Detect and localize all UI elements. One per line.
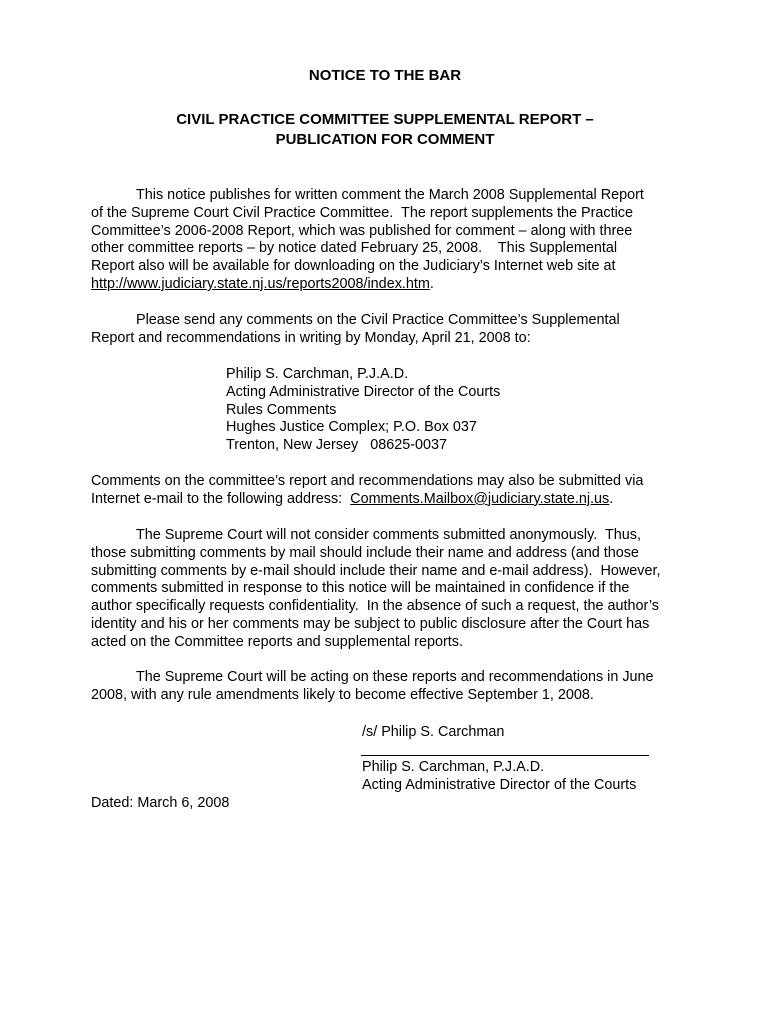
signer-name: Philip S. Carchman, P.J.A.D. (362, 759, 545, 775)
mailing-address (226, 366, 500, 455)
signature-rule (361, 755, 649, 756)
paragraph-line: identity and his or her comments may be subject to public disclosure after the Court has (91, 615, 650, 632)
paragraph-line: comments submitted in response to this notice will be maintained in confidence if the (91, 580, 630, 597)
paragraph-publication-notice (91, 187, 711, 294)
paragraph-line (91, 276, 711, 294)
signer-title: Acting Administrative Director of the Courts (362, 776, 637, 793)
page-title: NOTICE TO THE BAR (308, 67, 462, 84)
paragraph-send-comments (91, 312, 711, 348)
address-line: Philip S. Carchman, P.J.A.D. (226, 366, 409, 382)
paragraph-line: The Supreme Court will be acting on these reports and recommendations in June (136, 669, 654, 685)
paragraph-line: Comments on the committee’s report and recommendations may also be submitted via (91, 473, 644, 489)
email-prefix: Internet e-mail to the following address: (91, 490, 351, 507)
paragraph-line: Report also will be available for downloading on the Judiciary’s Internet web site at (91, 258, 616, 275)
email-link[interactable]: Comments.Mailbox@judiciary.state.nj.us (350, 490, 610, 507)
signature-block (362, 759, 636, 795)
dated-line: Dated: March 6, 2008 (91, 795, 230, 811)
signature-line: /s/ Philip S. Carchman (362, 724, 505, 740)
paragraph-line: acted on the Committee reports and supplemental reports. (91, 633, 463, 650)
paragraph-line: Report and recommendations in writing by Monday, April 21, 2008 to: (91, 329, 531, 346)
paragraph-email-comments (91, 473, 711, 509)
reports-url-link[interactable]: http://www.judiciary.state.nj.us/reports2008/index.htm (91, 275, 430, 292)
address-line: Trenton, New Jersey 08625-0037 (226, 437, 448, 454)
subtitle-line: CIVIL PRACTICE COMMITTEE SUPPLEMENTAL REPORT – (176, 111, 594, 128)
address-line: Acting Administrative Director of the Courts (226, 383, 501, 400)
paragraph-line: This notice publishes for written comment the March 2008 Supplemental Report (136, 187, 644, 203)
paragraph-line: Committee’s 2006-2008 Report, which was published for comment – along with three (91, 222, 633, 239)
address-line: Hughes Justice Complex; P.O. Box 037 (226, 419, 477, 436)
conformed-signature (362, 724, 504, 742)
paragraph-line: author specifically requests confidentiality. In the absence of such a request, the author’s (91, 598, 659, 615)
paragraph-court-action (91, 669, 711, 705)
email-suffix: . (609, 490, 614, 507)
subtitle-line: PUBLICATION FOR COMMENT (275, 131, 495, 148)
paragraph-line: of the Supreme Court Civil Practice Committee. The report supplements the Practice (91, 204, 634, 221)
paragraph-line: The Supreme Court will not consider comments submitted anonymously. Thus, (136, 527, 641, 543)
paragraph-line (91, 491, 711, 509)
paragraph-line: submitting comments by e-mail should include their name and e-mail address). However, (91, 562, 661, 579)
paragraph-line: 2008, with any rule amendments likely to become effective September 1, 2008. (91, 686, 594, 703)
address-line: Rules Comments (226, 401, 337, 418)
paragraph-line: other committee reports – by notice dated February 25, 2008. This Supplemental (91, 240, 618, 257)
url-suffix: . (429, 275, 434, 292)
paragraph-line: Please send any comments on the Civil Practice Committee’s Supplemental (136, 312, 620, 328)
paragraph-anonymous-comments (91, 527, 711, 652)
page-subtitle (0, 110, 770, 150)
paragraph-line: those submitting comments by mail should include their name and address (and those (91, 544, 639, 561)
